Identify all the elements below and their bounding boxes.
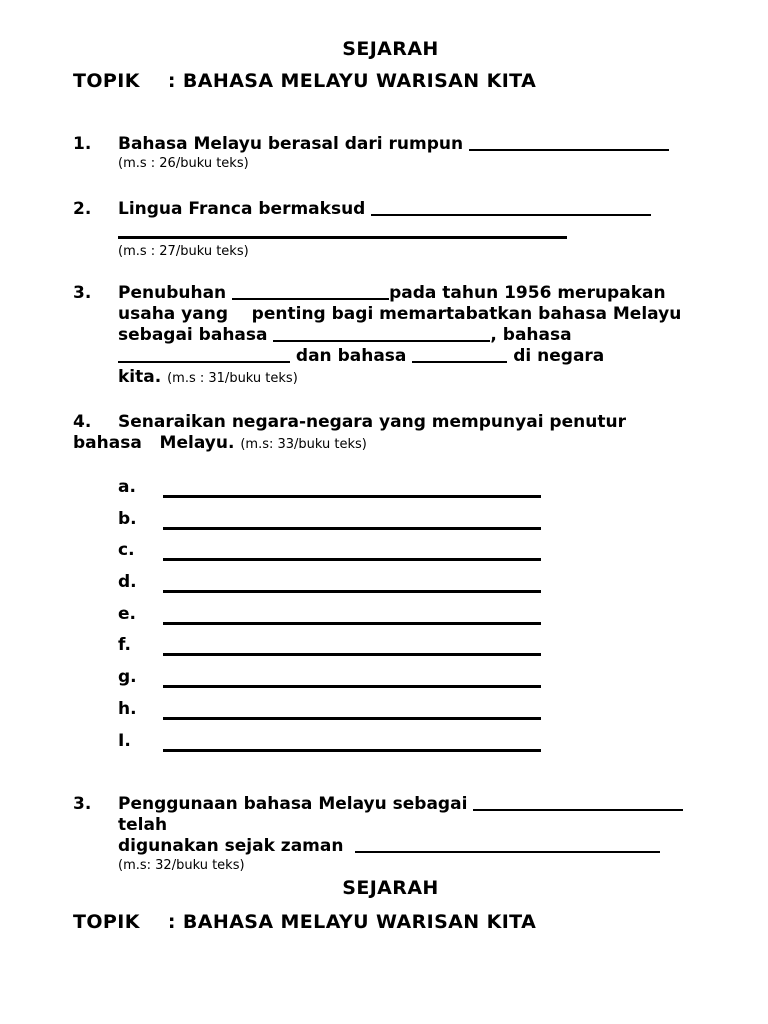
list-item-letter: a.	[118, 477, 136, 497]
page-title: SEJARAH	[342, 38, 439, 60]
answer-line	[163, 604, 541, 625]
question-2-blank-row	[118, 222, 708, 243]
list-item	[118, 731, 708, 752]
question-4	[73, 412, 708, 433]
question-3-text-segment: dan bahasa	[290, 346, 413, 366]
list-item-letter: g.	[118, 667, 137, 688]
question-1-page-ref: (m.s : 26/buku teks)	[118, 156, 249, 171]
list-item	[118, 667, 708, 688]
answer-line	[163, 635, 541, 656]
answer-list	[73, 477, 708, 752]
question-2-page-ref: (m.s : 27/buku teks)	[118, 244, 249, 259]
question-1	[73, 134, 708, 172]
list-item-letter: b.	[118, 508, 137, 529]
answer-line	[163, 509, 541, 530]
question-5-text-segment: telah	[118, 814, 168, 835]
answer-blank	[473, 807, 683, 811]
question-4-line-2	[73, 433, 708, 455]
question-3-line-5	[118, 367, 708, 389]
question-3-text-segment: Penubuhan	[118, 283, 233, 303]
answer-line	[163, 477, 541, 498]
question-4-text-segment: bahasa Melayu.	[73, 433, 241, 453]
question-3-text-segment: kita.	[118, 367, 168, 387]
answer-line	[163, 667, 541, 688]
question-3-text-segment: pada tahun 1956 merupakan	[389, 283, 666, 303]
question-2-text	[118, 199, 708, 220]
question-3-text-segment: di negara	[507, 346, 605, 366]
question-3-text-segment: , bahasa	[490, 325, 572, 345]
question-4-text-segment: Senaraikan negara-negara yang mempunyai penutur	[118, 412, 626, 432]
answer-blank	[355, 849, 660, 853]
list-item	[118, 477, 708, 498]
answer-blank	[371, 212, 651, 216]
question-1-number: 1.	[73, 134, 92, 154]
answer-line	[163, 572, 541, 593]
answer-blank	[118, 359, 290, 363]
question-5	[73, 794, 708, 874]
list-item-letter: I.	[118, 730, 131, 751]
question-3-number: 3.	[73, 283, 92, 303]
question-3-text-segment: usaha yang penting bagi memartabatkan bahasa Melayu	[118, 304, 682, 324]
list-item	[118, 635, 708, 656]
footer-page-title: SEJARAH	[342, 876, 439, 899]
question-3	[73, 283, 708, 389]
question-5-text-segment: digunakan sejak zaman	[118, 835, 356, 856]
list-item	[118, 604, 708, 625]
list-item-letter: h.	[118, 698, 137, 719]
question-3-page-ref: (m.s : 31/buku teks)	[167, 371, 298, 386]
question-1-text-segment: Bahasa Melayu berasal dari rumpun	[118, 134, 469, 154]
list-item	[118, 540, 708, 561]
footer-topic-line: TOPIK : BAHASA MELAYU WARISAN KITA	[73, 910, 537, 933]
answer-blank	[118, 234, 567, 239]
list-item	[118, 509, 708, 530]
question-3-line-1	[118, 283, 708, 304]
question-3-line-3	[118, 325, 708, 346]
question-3-line-2	[118, 304, 708, 325]
list-item-letter: e.	[118, 603, 136, 624]
question-5-line-2	[118, 836, 708, 857]
list-item-letter: d.	[118, 572, 137, 593]
answer-line	[163, 699, 541, 720]
question-2-number: 2.	[73, 199, 92, 219]
list-item-letter: c.	[118, 540, 135, 561]
question-4-number: 4.	[73, 412, 92, 432]
question-2-text-segment: Lingua Franca bermaksud	[118, 199, 372, 219]
list-item	[118, 572, 708, 593]
question-4-page-ref: (m.s: 33/buku teks)	[240, 437, 367, 452]
question-5-line-1	[118, 794, 708, 836]
list-item-letter: f.	[118, 635, 131, 656]
question-4-line-1	[118, 412, 708, 433]
question-5-page-ref: (m.s: 32/buku teks)	[118, 857, 245, 873]
question-2	[73, 199, 708, 260]
question-5-text-segment: Penggunaan bahasa Melayu sebagai	[118, 793, 474, 814]
list-item	[118, 699, 708, 720]
topic-line: TOPIK : BAHASA MELAYU WARISAN KITA	[73, 70, 537, 92]
question-3-text-segment: sebagai bahasa	[118, 325, 274, 345]
answer-blank	[412, 359, 507, 363]
answer-blank	[273, 338, 490, 342]
question-5-number: 3.	[73, 793, 92, 814]
question-1-text	[118, 134, 708, 155]
answer-blank	[469, 147, 669, 151]
answer-line	[163, 731, 541, 752]
answer-blank	[232, 296, 389, 300]
answer-line	[163, 540, 541, 561]
question-3-line-4	[118, 346, 708, 367]
